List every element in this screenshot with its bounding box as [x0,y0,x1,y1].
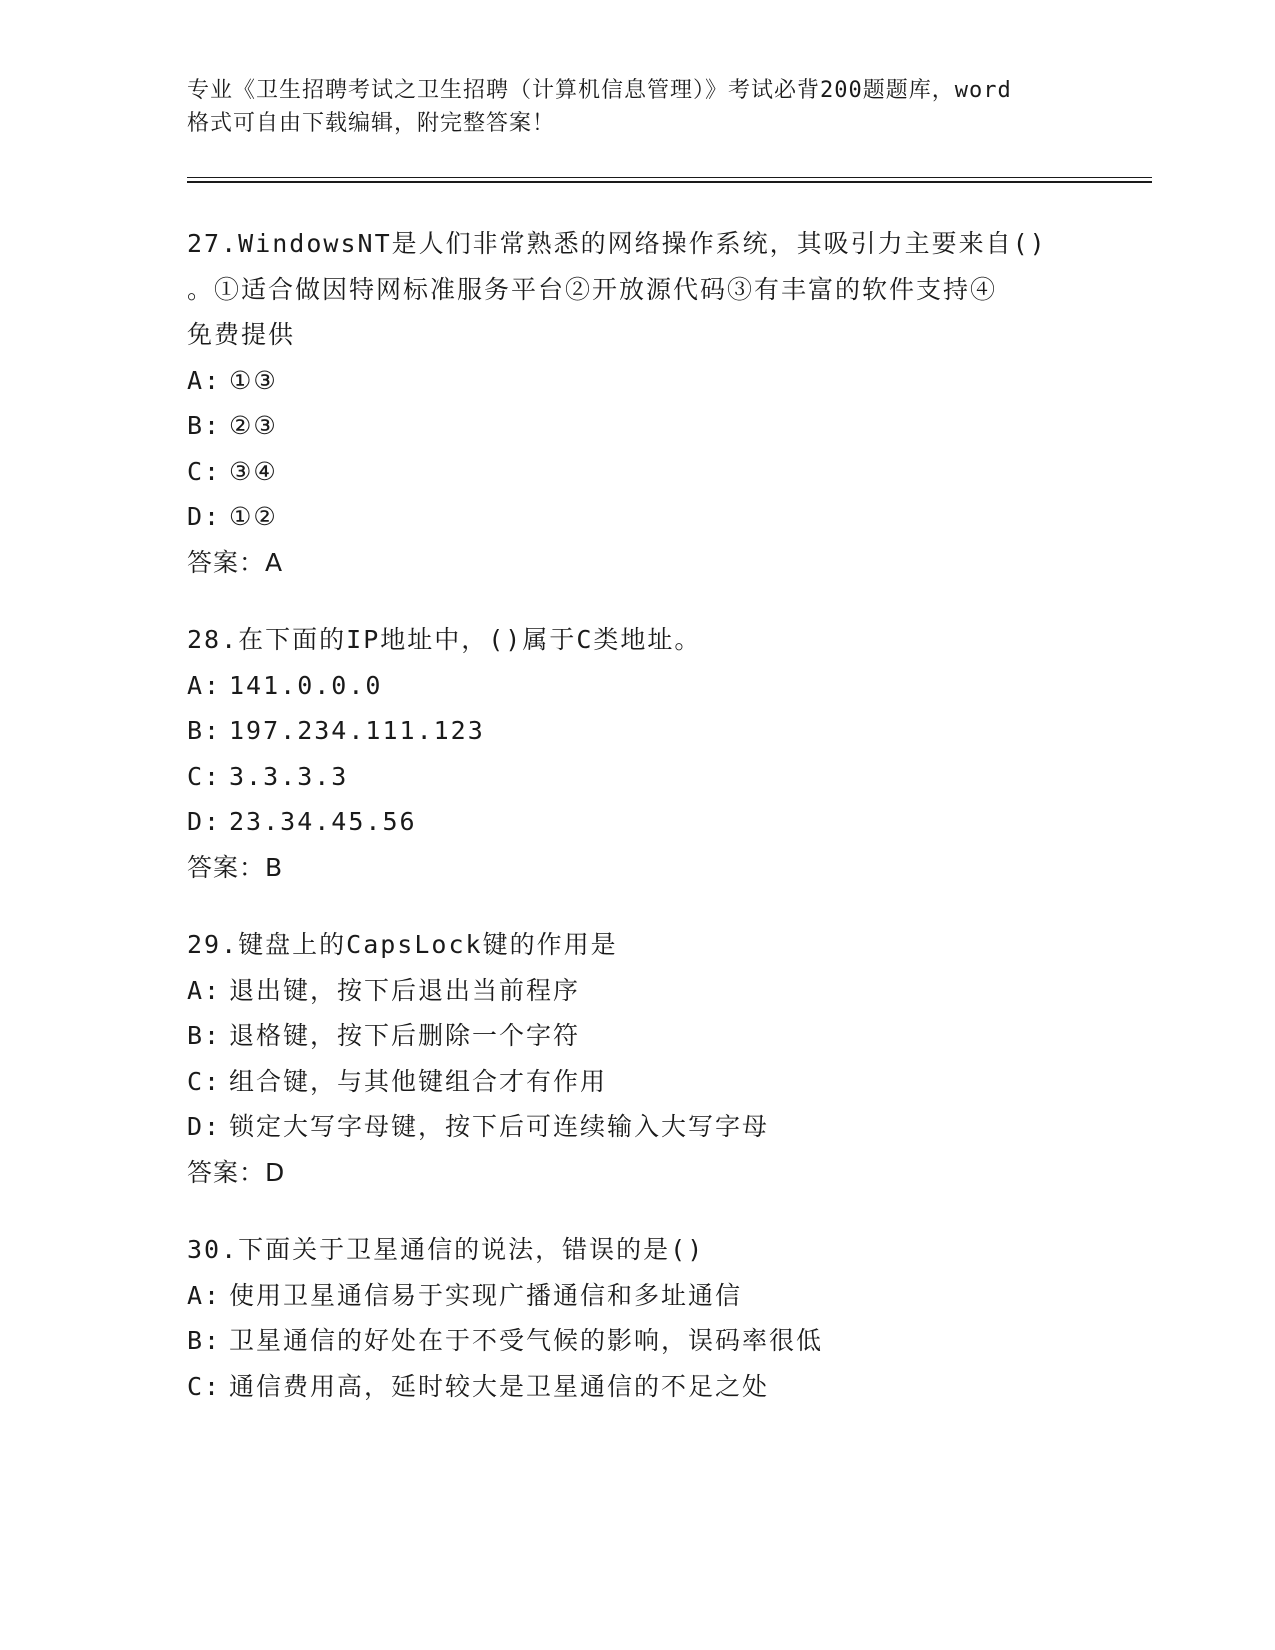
option-text: ②③ [229,411,278,440]
option-text: ①② [229,502,278,531]
option-b [187,403,1107,449]
option-c [187,1059,1107,1105]
header-divider-thin [187,177,1152,178]
option-letter: A: [187,670,222,700]
option-d [187,799,1107,845]
option-letter: C: [187,1066,222,1096]
header-line-2: 格式可自由下载编辑，附完整答案！ [187,111,556,136]
option-text: 141.0.0.0 [229,670,383,700]
option-letter: A: [187,1280,222,1310]
answer-line: 答案：D [187,1157,286,1187]
question-stem-line: 免费提供 [187,320,296,349]
question-28 [187,617,1107,890]
option-c [187,1364,1107,1410]
option-d [187,494,1107,540]
question-stem-line: 28.在下面的IP地址中，()属于C类地址。 [187,625,702,654]
option-letter: C: [187,456,222,486]
option-text: 卫星通信的好处在于不受气候的影响，误码率很低 [229,1326,824,1355]
answer-line: 答案：A [187,547,284,577]
option-letter: B: [187,411,222,440]
option-letter: C: [187,1371,222,1401]
option-text: ①③ [229,365,278,395]
question-stem-line: 29.键盘上的CapsLock键的作用是 [187,930,618,959]
option-letter: B: [187,716,222,745]
header-divider-thick [187,181,1152,183]
option-d [187,1104,1107,1150]
option-a [187,358,1107,404]
document-header [187,74,1087,140]
option-c [187,449,1107,495]
option-a [187,1273,1107,1319]
option-text: 通信费用高，延时较大是卫星通信的不足之处 [229,1371,770,1401]
answer-line: 答案：B [187,852,284,882]
option-b [187,708,1107,754]
option-text: 23.34.45.56 [229,807,417,836]
option-letter: C: [187,761,222,791]
option-text: 退出键，按下后退出当前程序 [229,975,581,1005]
option-text: 锁定大写字母键，按下后可连续输入大写字母 [229,1112,770,1141]
question-30 [187,1227,1107,1409]
option-c [187,754,1107,800]
option-text: 3.3.3.3 [229,761,349,791]
option-letter: D: [187,502,222,531]
option-letter: B: [187,1021,222,1050]
option-text: 退格键，按下后删除一个字符 [229,1021,581,1050]
question-stem-line: 27.WindowsNT是人们非常熟悉的网络操作系统，其吸引力主要来自() [187,229,1047,258]
option-letter: D: [187,807,222,836]
option-a [187,663,1107,709]
option-text: 组合键，与其他键组合才有作用 [229,1066,608,1096]
header-line-1: 专业《卫生招聘考试之卫生招聘（计算机信息管理）》考试必背200题题库，word [187,78,1012,103]
option-letter: D: [187,1112,222,1141]
option-text: 197.234.111.123 [229,716,485,745]
question-stem-line: 30.下面关于卫星通信的说法，错误的是() [187,1235,705,1264]
question-27 [187,221,1107,585]
option-text: ③④ [229,456,278,486]
question-stem-line: 。①适合做因特网标准服务平台②开放源代码③有丰富的软件支持④ [187,274,998,304]
question-29 [187,922,1107,1195]
option-letter: A: [187,365,222,395]
option-b [187,1013,1107,1059]
option-a [187,968,1107,1014]
option-letter: A: [187,975,222,1005]
option-b [187,1318,1107,1364]
option-text: 使用卫星通信易于实现广播通信和多址通信 [229,1280,743,1310]
option-letter: B: [187,1326,222,1355]
